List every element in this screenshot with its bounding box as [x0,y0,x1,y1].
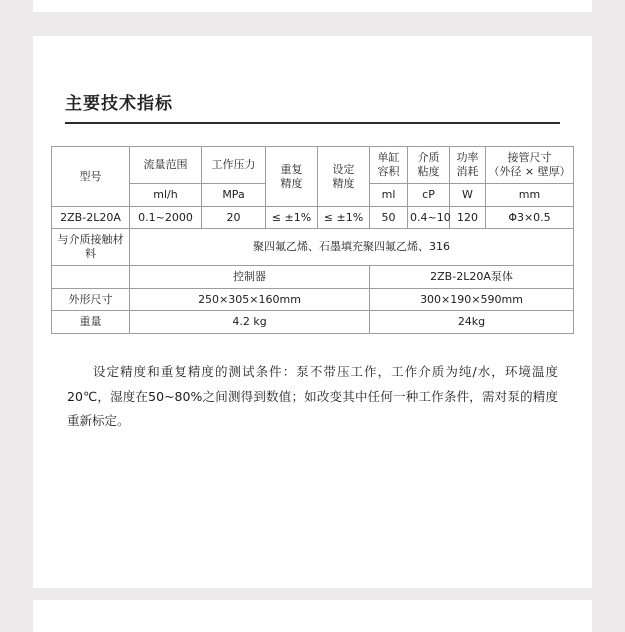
th-viscosity: 介质 粘度 [408,147,450,184]
th-model: 型号 [52,147,130,206]
title-divider [65,122,560,124]
th-repeat-accuracy [266,147,318,206]
unit-power: W [450,183,486,206]
table-row-dimension [52,288,574,311]
table-row-material [52,229,574,266]
cell-volume: 50 [370,206,408,229]
cell-weight-controller: 4.2 kg [130,311,370,334]
unit-viscosity: cP [408,183,450,206]
note-line-2: 湿度在50~80%之间测得到数值；如改变其中任何一种工作条件，需对泵的精度重新标定。 [67,388,558,428]
cell-dimension-pump: 300×190×590mm [370,288,574,311]
cell-dimension-label: 外形尺寸 [52,288,130,311]
cell-viscosity: 0.4~10 [408,206,450,229]
spec-content [33,36,592,433]
cell-connection: Φ3×0.5 [486,206,574,229]
cell-material-value: 聚四氟乙烯、石墨填充聚四氟乙烯、316 [130,229,574,266]
cell-weight-label: 重量 [52,311,130,334]
section-title: 主要技术指标 [65,94,173,114]
table-row [52,147,574,184]
page-panel-top [33,0,592,12]
cell-power: 120 [450,206,486,229]
th-repeat-line2: 精度 [280,176,303,190]
th-volume: 单缸 容积 [370,147,408,184]
spec-panel [33,36,592,588]
table-row-group [52,265,574,288]
section-heading [33,94,592,124]
th-power: 功率 消耗 [450,147,486,184]
cell-model: 2ZB-2L20A [52,206,130,229]
th-connection: 接管尺寸 （外径 × 壁厚） [486,147,574,184]
th-pressure: 工作压力 [202,147,266,184]
cell-setting: ≤ ±1% [318,206,370,229]
spec-table [51,146,574,334]
cell-pressure: 20 [202,206,266,229]
table-row-data [52,206,574,229]
th-setting-accuracy [318,147,370,206]
cell-group-blank [52,265,130,288]
cell-material-label: 与介质接触材料 [52,229,130,266]
cell-repeat: ≤ ±1% [266,206,318,229]
note-line-1: 设定精度和重复精度的测试条件：泵不带压工作，工作介质为纯/水，环境温度20℃， [67,364,558,404]
th-flow: 流量范围 [130,147,202,184]
th-setting-line2: 精度 [332,176,355,190]
unit-volume: ml [370,183,408,206]
th-setting-line1: 设定 [332,162,355,176]
page-panel-bottom [33,600,592,632]
cell-flow: 0.1~2000 [130,206,202,229]
cell-dimension-controller: 250×305×160mm [130,288,370,311]
cell-group-controller: 控制器 [130,265,370,288]
cell-weight-pump: 24kg [370,311,574,334]
table-row-weight [52,311,574,334]
unit-connection: mm [486,183,574,206]
th-repeat-line1: 重复 [280,162,303,176]
spec-note [67,360,558,433]
unit-flow: ml/h [130,183,202,206]
unit-pressure: MPa [202,183,266,206]
cell-group-pump: 2ZB-2L20A泵体 [370,265,574,288]
